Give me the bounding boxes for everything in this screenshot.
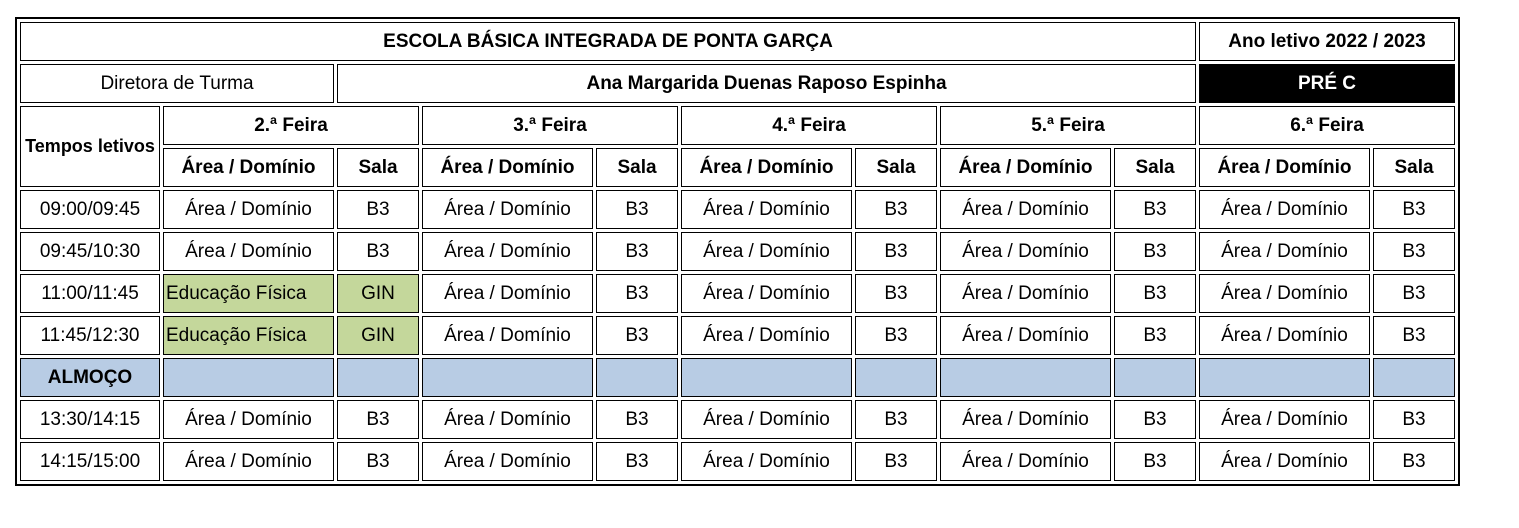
- schedule-row: [20, 400, 1455, 439]
- room-cell: B3: [1114, 274, 1196, 313]
- room-cell: B3: [855, 442, 937, 481]
- day-header: 6.ª Feira: [1199, 106, 1455, 145]
- room-cell: GIN: [337, 316, 419, 355]
- lunch-cell: [337, 358, 419, 397]
- room-column-header: Sala: [1114, 148, 1196, 187]
- room-cell: GIN: [337, 274, 419, 313]
- subject-cell: Área / Domínio: [163, 400, 334, 439]
- subject-cell: Área / Domínio: [681, 274, 852, 313]
- schedule-table: [15, 17, 1460, 486]
- lunch-cell: [681, 358, 852, 397]
- area-column-header: Área / Domínio: [681, 148, 852, 187]
- school-year: Ano letivo 2022 / 2023: [1199, 22, 1455, 61]
- day-header: 5.ª Feira: [940, 106, 1196, 145]
- time-slot: 11:00/11:45: [20, 274, 160, 313]
- time-slot: 14:15/15:00: [20, 442, 160, 481]
- director-label: Diretora de Turma: [20, 64, 334, 103]
- subject-cell: Área / Domínio: [1199, 400, 1370, 439]
- subject-cell: Área / Domínio: [163, 190, 334, 229]
- times-header: Tempos letivos: [20, 106, 160, 187]
- subject-cell: Área / Domínio: [422, 316, 593, 355]
- subject-cell: Área / Domínio: [422, 232, 593, 271]
- room-cell: B3: [596, 316, 678, 355]
- school-name: ESCOLA BÁSICA INTEGRADA DE PONTA GARÇA: [20, 22, 1196, 61]
- subject-cell: Área / Domínio: [940, 274, 1111, 313]
- subject-cell: Área / Domínio: [1199, 442, 1370, 481]
- area-column-header: Área / Domínio: [422, 148, 593, 187]
- room-cell: B3: [1373, 274, 1455, 313]
- schedule-row: [20, 442, 1455, 481]
- subject-cell: Área / Domínio: [163, 442, 334, 481]
- lunch-cell: [940, 358, 1111, 397]
- room-cell: B3: [337, 442, 419, 481]
- lunch-cell: [596, 358, 678, 397]
- day-header: 3.ª Feira: [422, 106, 678, 145]
- subject-cell: Educação Física: [163, 274, 334, 313]
- room-cell: B3: [596, 442, 678, 481]
- room-cell: B3: [337, 400, 419, 439]
- subject-cell: Área / Domínio: [681, 400, 852, 439]
- room-cell: B3: [596, 400, 678, 439]
- subject-cell: Área / Domínio: [681, 442, 852, 481]
- subject-cell: Área / Domínio: [1199, 190, 1370, 229]
- days-row: [20, 106, 1455, 145]
- subject-cell: Área / Domínio: [940, 232, 1111, 271]
- room-cell: B3: [1373, 442, 1455, 481]
- schedule-row: [20, 190, 1455, 229]
- schedule-row: [20, 274, 1455, 313]
- subject-cell: Área / Domínio: [163, 232, 334, 271]
- subject-cell: Área / Domínio: [422, 274, 593, 313]
- room-cell: B3: [337, 232, 419, 271]
- subject-cell: Área / Domínio: [1199, 316, 1370, 355]
- room-cell: B3: [337, 190, 419, 229]
- subject-cell: Área / Domínio: [1199, 274, 1370, 313]
- room-column-header: Sala: [855, 148, 937, 187]
- day-header: 2.ª Feira: [163, 106, 419, 145]
- time-slot: 13:30/14:15: [20, 400, 160, 439]
- lunch-cell: [1373, 358, 1455, 397]
- subject-cell: Área / Domínio: [940, 400, 1111, 439]
- area-column-header: Área / Domínio: [1199, 148, 1370, 187]
- subject-cell: Educação Física: [163, 316, 334, 355]
- time-slot: 11:45/12:30: [20, 316, 160, 355]
- day-header: 4.ª Feira: [681, 106, 937, 145]
- area-column-header: Área / Domínio: [940, 148, 1111, 187]
- room-cell: B3: [1114, 442, 1196, 481]
- room-cell: B3: [1114, 316, 1196, 355]
- room-cell: B3: [855, 274, 937, 313]
- time-slot: 09:45/10:30: [20, 232, 160, 271]
- lunch-cell: [855, 358, 937, 397]
- lunch-cell: [1199, 358, 1370, 397]
- room-cell: B3: [1373, 190, 1455, 229]
- subject-cell: Área / Domínio: [940, 442, 1111, 481]
- lunch-cell: [422, 358, 593, 397]
- room-cell: B3: [855, 232, 937, 271]
- time-slot: 09:00/09:45: [20, 190, 160, 229]
- subject-cell: Área / Domínio: [1199, 232, 1370, 271]
- room-cell: B3: [596, 274, 678, 313]
- class-badge: PRÉ C: [1199, 64, 1455, 103]
- room-column-header: Sala: [596, 148, 678, 187]
- subject-cell: Área / Domínio: [422, 442, 593, 481]
- room-cell: B3: [855, 190, 937, 229]
- subject-cell: Área / Domínio: [422, 190, 593, 229]
- schedule-row: [20, 316, 1455, 355]
- lunch-row: [20, 358, 1455, 397]
- room-cell: B3: [855, 316, 937, 355]
- subject-cell: Área / Domínio: [940, 316, 1111, 355]
- room-column-header: Sala: [337, 148, 419, 187]
- title-row: [20, 22, 1455, 61]
- subject-cell: Área / Domínio: [940, 190, 1111, 229]
- room-cell: B3: [1114, 232, 1196, 271]
- schedule-sheet: [15, 17, 1460, 486]
- room-cell: B3: [1114, 190, 1196, 229]
- subject-cell: Área / Domínio: [681, 232, 852, 271]
- director-name: Ana Margarida Duenas Raposo Espinha: [337, 64, 1196, 103]
- lunch-cell: [163, 358, 334, 397]
- room-cell: B3: [1114, 400, 1196, 439]
- schedule-row: [20, 232, 1455, 271]
- lunch-cell: [1114, 358, 1196, 397]
- lunch-label: ALMOÇO: [20, 358, 160, 397]
- room-column-header: Sala: [1373, 148, 1455, 187]
- room-cell: B3: [596, 190, 678, 229]
- room-cell: B3: [1373, 400, 1455, 439]
- subheader-row: [20, 148, 1455, 187]
- subject-cell: Área / Domínio: [681, 316, 852, 355]
- director-row: [20, 64, 1455, 103]
- room-cell: B3: [855, 400, 937, 439]
- area-column-header: Área / Domínio: [163, 148, 334, 187]
- room-cell: B3: [596, 232, 678, 271]
- room-cell: B3: [1373, 316, 1455, 355]
- subject-cell: Área / Domínio: [422, 400, 593, 439]
- room-cell: B3: [1373, 232, 1455, 271]
- subject-cell: Área / Domínio: [681, 190, 852, 229]
